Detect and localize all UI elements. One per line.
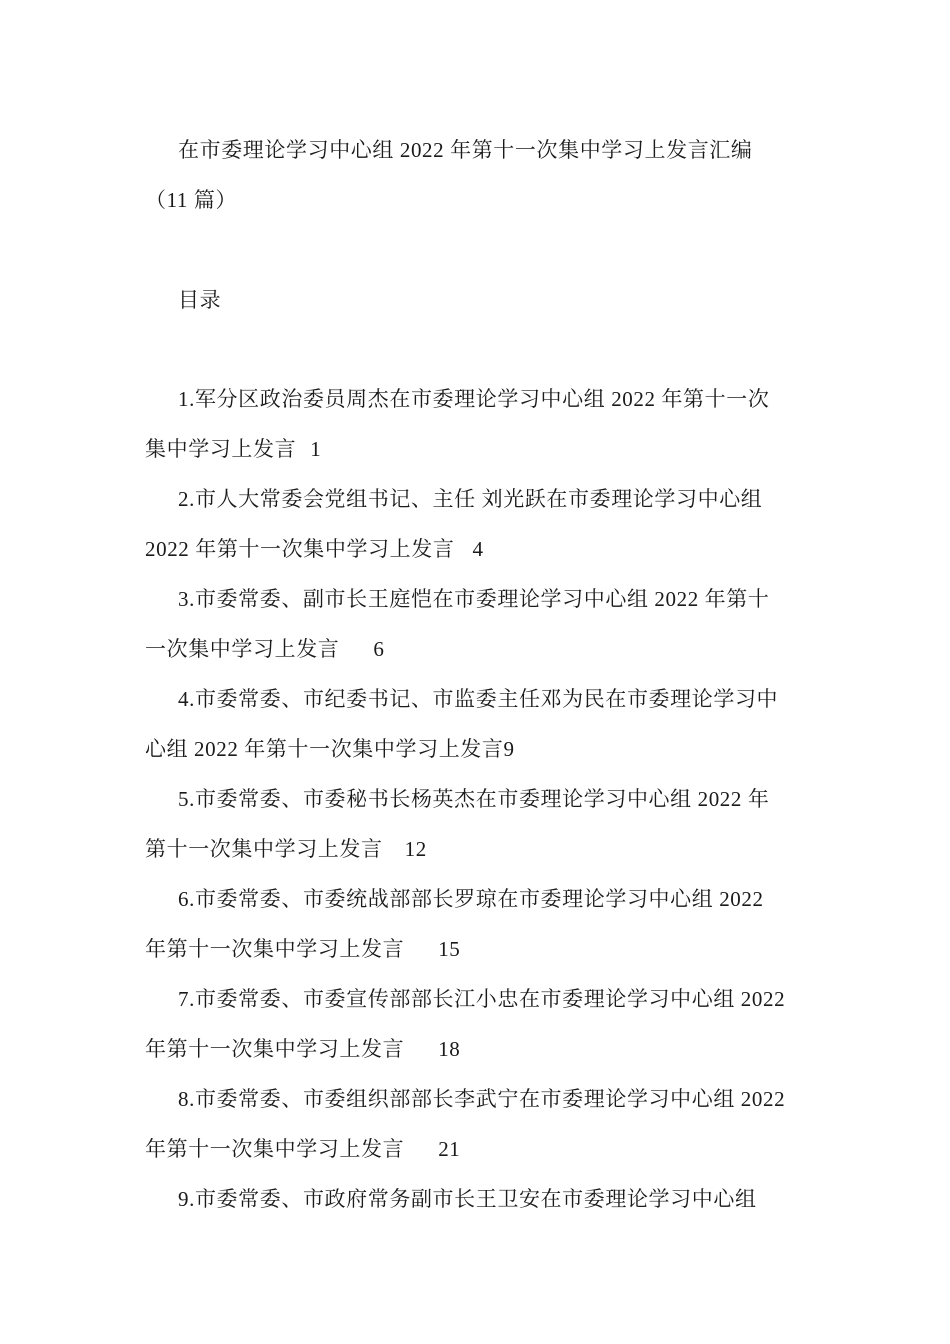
toc-entry-3-line2 (145, 635, 825, 663)
toc-entry-8-line1: 8.市委常委、市委组织部部长李武宁在市委理论学习中心组 2022 (178, 1087, 786, 1111)
toc-entry-6-page: 15 (438, 937, 461, 961)
toc-entry-8-page: 21 (438, 1137, 461, 1161)
toc-entry-4-text: 心组 2022 年第十一次集中学习上发言 (145, 737, 504, 761)
toc-entry-5-line2 (145, 835, 825, 863)
toc-entry-4-line1: 4.市委常委、市纪委书记、市监委主任邓为民在市委理论学习中 (178, 687, 779, 711)
toc-entry-2-text: 2022 年第十一次集中学习上发言 (145, 537, 455, 561)
toc-heading: 目录 (178, 288, 222, 312)
toc-entry-1-text: 集中学习上发言 (145, 437, 297, 461)
toc-entry-6-line1: 6.市委常委、市委统战部部长罗琼在市委理论学习中心组 2022 (178, 887, 764, 911)
toc-entry-5-text: 第十一次集中学习上发言 (145, 837, 383, 861)
toc-entry-3-text: 一次集中学习上发言 (145, 637, 340, 661)
toc-entry-8-text: 年第十一次集中学习上发言 (145, 1137, 405, 1161)
toc-entry-2-page: 4 (472, 537, 484, 561)
toc-entry-4-page: 9 (503, 737, 515, 761)
toc-entry-1-page: 1 (310, 437, 322, 461)
toc-entry-2-line2 (145, 535, 825, 563)
toc-entry-9-line1: 9.市委常委、市政府常务副市长王卫安在市委理论学习中心组 (178, 1187, 757, 1211)
toc-entry-3-page: 6 (373, 637, 385, 661)
toc-entry-4-line2 (145, 735, 825, 763)
toc-entry-7-line2 (145, 1035, 825, 1063)
toc-entry-7-page: 18 (438, 1037, 461, 1061)
toc-entry-2-line1: 2.市人大常委会党组书记、主任 刘光跃在市委理论学习中心组 (178, 487, 763, 511)
toc-entry-5-page: 12 (404, 837, 427, 861)
toc-entry-8-line2 (145, 1135, 825, 1163)
toc-entry-6-text: 年第十一次集中学习上发言 (145, 937, 405, 961)
toc-entry-7-line1: 7.市委常委、市委宣传部部长江小忠在市委理论学习中心组 2022 (178, 987, 786, 1011)
toc-entry-1-line2 (145, 435, 825, 463)
doc-title-line1: 在市委理论学习中心组 2022 年第十一次集中学习上发言汇编 (178, 138, 753, 162)
toc-entry-1-line1: 1.军分区政治委员周杰在市委理论学习中心组 2022 年第十一次 (178, 387, 770, 411)
toc-entry-3-line1: 3.市委常委、副市长王庭恺在市委理论学习中心组 2022 年第十 (178, 587, 770, 611)
doc-title-line2: （11 篇） (145, 188, 238, 212)
toc-entry-7-text: 年第十一次集中学习上发言 (145, 1037, 405, 1061)
toc-entry-5-line1: 5.市委常委、市委秘书长杨英杰在市委理论学习中心组 2022 年 (178, 787, 770, 811)
toc-entry-6-line2 (145, 935, 825, 963)
